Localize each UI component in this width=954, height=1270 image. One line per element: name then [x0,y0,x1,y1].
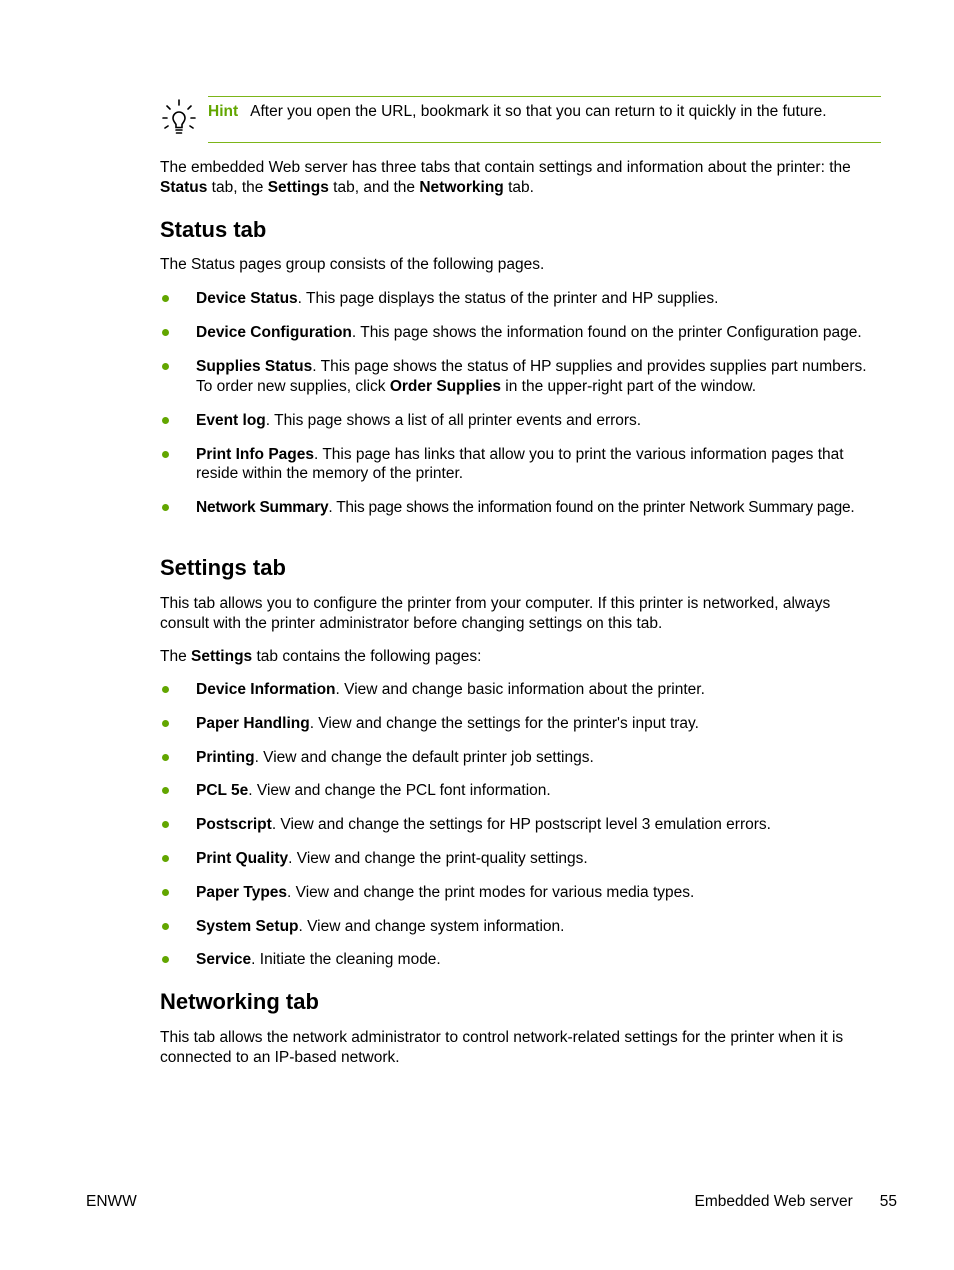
item-desc: . This page shows a list of all printer events and errors. [265,411,642,429]
item-term: Printing [196,748,255,766]
bullet-icon [162,923,169,930]
item-term: Event log [196,411,266,429]
bullet-icon [162,504,169,511]
item-desc: . Initiate the cleaning mode. [251,951,441,969]
item-term: System Setup [196,917,299,935]
item-term: Supplies Status [196,358,313,375]
settings-intro-c: tab contains the following pages: [252,648,482,665]
status-intro [160,255,882,275]
item-desc: . This page shows the information found on the printer Configuration page. [351,324,862,341]
intro-text-3: tab, and the [328,178,420,196]
page-number: 55 [879,1193,897,1210]
item-desc: . View and change the settings for HP postscript level 3 emulation errors. [271,816,771,834]
intro-text-1: The embedded Web server has three tabs that contain settings and information about the printer: the [160,159,851,176]
bullet-icon [162,889,169,896]
status-pages-list [160,289,882,518]
list-item [160,445,882,484]
networking-tab-heading: Networking tab [160,989,319,1014]
intro-networking: Networking [419,178,504,196]
settings-intro-bold: Settings [191,648,253,665]
list-item [160,714,882,734]
hint-bottom-rule [208,142,881,143]
footer-left: ENWW [86,1193,137,1210]
item-desc: . View and change the default printer job settings. [254,748,594,766]
bullet-icon [162,855,169,862]
bullet-icon [162,329,169,336]
intro-text-2: tab, the [207,178,268,196]
status-intro-text: The Status pages group consists of the following pages. [160,256,545,273]
settings-intro [160,647,882,667]
intro-status: Status [160,178,208,196]
item-term: Device Configuration [196,324,352,341]
item-desc: . View and change the print-quality settings. [288,849,588,867]
list-item [160,411,882,431]
bullet-icon [162,956,169,963]
list-item [160,323,882,343]
intro-settings: Settings [267,178,329,196]
hint-box [160,96,881,143]
list-item [160,917,882,937]
lightbulb-icon [160,98,198,138]
item-desc: . This page displays the status of the printer and HP supplies. [297,290,719,307]
bullet-icon [162,821,169,828]
item-desc: . View and change the print modes for various media types. [287,883,695,901]
item-desc: . View and change the PCL font information. [248,782,551,800]
networking-para-text: This tab allows the network administrator to control network-related settings for the printer when it is connected to an IP-based network. [160,1029,844,1066]
list-item [160,781,882,801]
footer-right [695,1193,898,1211]
item-term: PCL 5e [196,782,249,800]
item-desc: . This page shows the information found on the printer Network Summary page. [328,499,855,516]
bullet-icon [162,295,169,302]
settings-para-text: This tab allows you to configure the printer from your computer. If this printer is networked, always consult with the printer administrator before changing settings on this tab. [160,595,831,632]
bullet-icon [162,363,169,370]
settings-paragraph [160,594,882,633]
item-desc: . View and change basic information about the printer. [335,681,705,698]
networking-paragraph [160,1028,882,1067]
bullet-icon [162,787,169,794]
hint-top-rule [208,96,881,97]
item-desc: . View and change system information. [298,917,565,935]
item-desc-2: in the upper-right part of the window. [500,377,757,395]
item-term: Postscript [196,816,272,834]
item-term: Device Status [196,290,298,307]
item-desc: . This page has links that allow you to print the various information pages that reside within the memory of the printer. [196,445,844,482]
footer-section: Embedded Web server [694,1193,853,1210]
item-term: Network Summary [196,499,329,516]
list-item [160,498,882,518]
list-item [160,289,882,309]
hint-line [208,103,827,121]
item-desc: . This page shows the status of HP supplies and provides supplies part numbers. To order new supplies, click [196,358,867,395]
bullet-icon [162,754,169,761]
settings-tab-heading: Settings tab [160,555,286,580]
item-term: Print Quality [196,849,289,867]
item-desc: . View and change the settings for the printer's input tray. [309,714,699,732]
bullet-icon [162,686,169,693]
status-tab-heading: Status tab [160,217,267,242]
intro-paragraph [160,158,882,197]
list-item [160,680,882,700]
item-term: Paper Types [196,883,288,901]
bullet-icon [162,720,169,727]
item-term: Service [196,951,252,969]
item-term: Device Information [196,681,336,698]
list-item [160,950,882,970]
settings-pages-list [160,680,882,970]
settings-intro-a: The [160,648,192,665]
hint-label: Hint [208,103,239,120]
list-item [160,748,882,768]
list-item [160,815,882,835]
item-term: Print Info Pages [196,445,314,463]
list-item [160,883,882,903]
intro-text-4: tab. [503,178,534,196]
bullet-icon [162,417,169,424]
hint-text: After you open the URL, bookmark it so that you can return to it quickly in the future. [250,103,827,120]
item-term: Paper Handling [196,714,310,732]
list-item [160,357,882,396]
bullet-icon [162,451,169,458]
item-term-order-supplies: Order Supplies [389,377,501,395]
list-item [160,849,882,869]
